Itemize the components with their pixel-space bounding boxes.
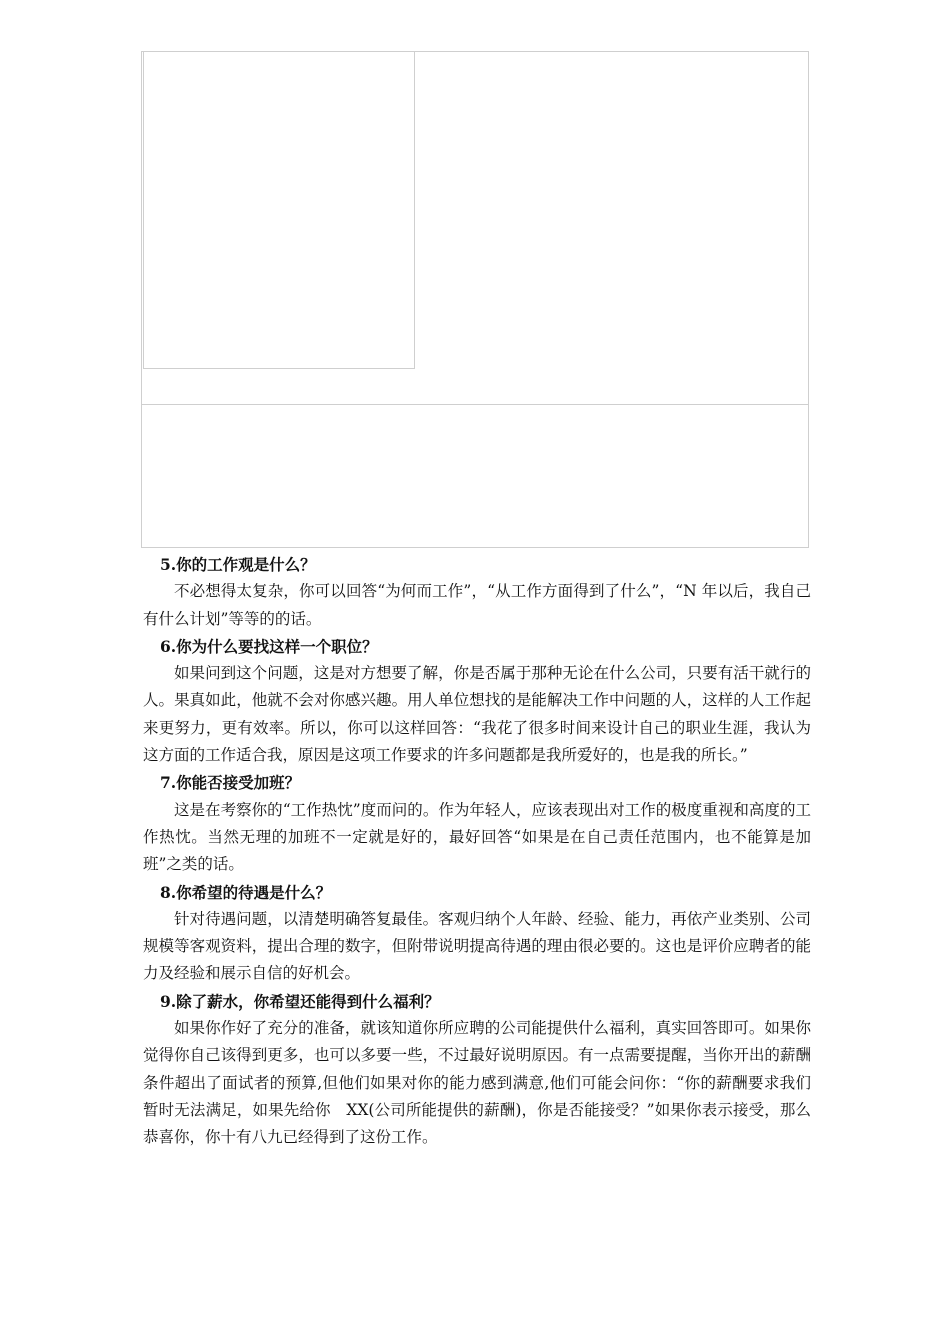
answer-paragraph: 这是在考察你的“工作热忱”度而问的。作为年轻人，应该表现出对工作的极度重视和高度的工作热忱。当然无理的加班不一定就是好的，最好回答“如果是在自己责任范围内，也不能算是加班”之类的话。 <box>143 800 811 874</box>
question-heading: 5.你的工作观是什么？ <box>160 555 316 574</box>
section-7 <box>143 769 811 878</box>
section-5 <box>143 551 811 633</box>
answer-paragraph: 针对待遇问题，以清楚明确答复最佳。客观归纳个人年龄、经验、能力，再依产业类别、公司规模等客观资料，提出合理的数字，但附带说明提高待遇的理由很必要的。这也是评价应聘者的能力及经验和展示自信的好机会。 <box>143 909 811 983</box>
document-body <box>143 551 811 1152</box>
question-heading: 7.你能否接受加班？ <box>160 773 301 793</box>
empty-figure-inner-box <box>143 51 415 369</box>
answer-paragraph: 如果你作好了充分的准备，就该知道你所应聘的公司能提供什么福利，真实回答即可。如果你觉得你自己该得到更多，也可以多要一些，不过最好说明原因。有一点需要提醒，当你开出的薪酬条件超出了面试者的预算,但他们如果对你的能力感到满意,他们可能会问你：“你的薪酬要求我们暂时无法满足，如果先给你 XX(公司所能提供的薪酬)，你是否能接受？”如果你表示接受，那么恭喜你，你十有八九已经得到了这份工作。 <box>143 1019 811 1147</box>
answer-paragraph: 如果问到这个问题，这是对方想要了解，你是否属于那种无论在什么公司，只要有活干就行的人。果真如此，他就不会对你感兴趣。用人单位想找的是能解决工作中问题的人，这样的人工作起来更努力，更有效率。所以，你可以这样回答：“我花了很多时间来设计自己的职业生涯，我认为这方面的工作适合我，原因是这项工作要求的许多问题都是我所爱好的，也是我的所长。” <box>143 664 811 765</box>
answer-paragraph: 不必想得太复杂，你可以回答“为何而工作”，“从工作方面得到了什么”，“N 年以后，我自己有什么计划”等等的的话。 <box>143 582 811 628</box>
question-heading: 8.你希望的待遇是什么？ <box>160 882 332 902</box>
question-heading: 9.除了薪水，你希望还能得到什么福利？ <box>160 991 440 1011</box>
question-heading: 6.你为什么要找这样一个职位？ <box>160 636 378 656</box>
section-6 <box>143 633 811 769</box>
section-9 <box>143 988 811 1152</box>
figure-divider-line <box>141 404 809 405</box>
section-8 <box>143 879 811 988</box>
